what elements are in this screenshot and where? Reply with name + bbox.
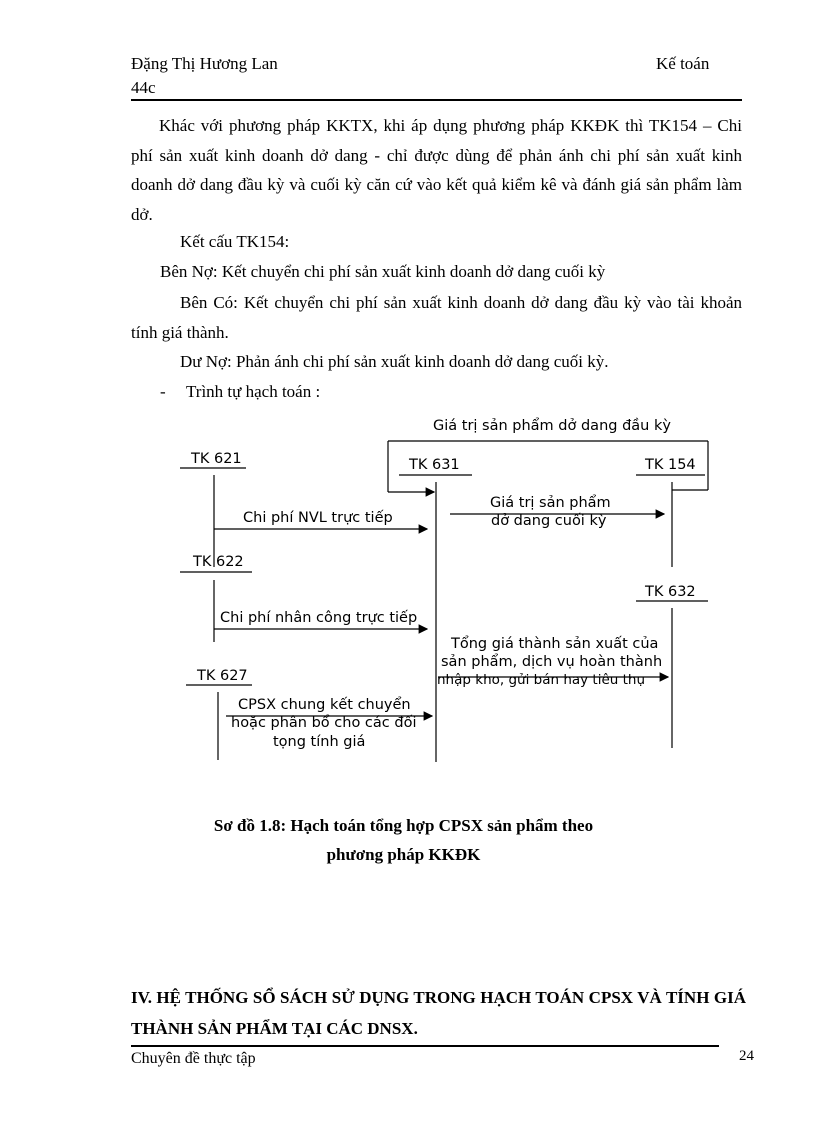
label-wip-2: dở dang cuối kỳ [491,513,607,529]
label-nhancong: Chi phí nhân công trực tiếp [220,610,418,626]
debit-balance: Dư Nợ: Phản ánh chi phí sản xuất kinh doanh dở dang cuối kỳ. [180,352,609,371]
label-tk154: TK 154 [645,457,696,473]
label-tk632: TK 632 [645,584,696,600]
credit-side: Bên Có: Kết chuyển chi phí sản xuất kinh doanh dở dang đầu kỳ vào tài khoản tính giá thành. [131,293,742,342]
label-total-3: nhập kho, gửi bán hay tiêu thụ [437,672,646,688]
header-department: Kế toán [656,54,710,73]
label-tk622: TK 622 [193,554,244,570]
section-heading: IV. HỆ THỐNG SỔ SÁCH SỬ DỤNG TRONG HẠCH TOÁN CPSX VÀ TÍNH GIÁ THÀNH SẢN PHẨM TẠI CÁC DNSX. [131,988,746,1038]
label-tk627: TK 627 [197,668,248,684]
header-class: 44c [131,78,156,97]
footer-rule [131,1045,719,1047]
header-author: Đặng Thị Hương Lan [131,54,278,73]
label-tk631: TK 631 [409,457,460,473]
debit-side: Bên Nợ: Kết chuyển chi phí sản xuất kinh doanh dở dang cuối kỳ [160,262,606,281]
label-total-1: Tổng giá thành sản xuất của [451,636,659,652]
label-wip-1: Giá trị sản phẩm [490,495,611,511]
label-cpsx-2: hoặc phân bổ cho các đối [231,715,417,731]
paragraph-kkdk: Khác với phương pháp KKTX, khi áp dụng phương pháp KKĐK thì TK154 – Chi phí sản xuất kinh doanh dở dang - chỉ được dùng để phản ánh chi phí sản xuất kinh doanh dở dang đầu kỳ và cuối kỳ căn cứ vào kết quả kiểm kê và đánh giá sản phẩm làm dở. [131,116,742,224]
label-top-wip: Giá trị sản phẩm dở dang đầu kỳ [433,418,671,434]
label-tk621: TK 621 [191,451,242,467]
figure-caption-line2: phương pháp KKĐK [326,845,481,864]
label-cpsx-1: CPSX chung kết chuyển [238,697,411,713]
label-nvl: Chi phí NVL trực tiếp [243,510,393,526]
label-cpsx-3: tọng tính giá [273,734,366,750]
procedure-label: Trình tự hạch toán : [186,382,321,401]
footer-label: Chuyên đề thực tập [131,1050,256,1067]
procedure-bullet: - [160,382,166,401]
figure-caption-line1: Sơ đồ 1.8: Hạch toán tổng hợp CPSX sản phẩm theo [213,816,594,835]
structure-title: Kết cấu TK154: [180,232,290,251]
label-total-2: sản phẩm, dịch vụ hoàn thành [441,654,663,670]
page-number: 24 [739,1048,754,1064]
